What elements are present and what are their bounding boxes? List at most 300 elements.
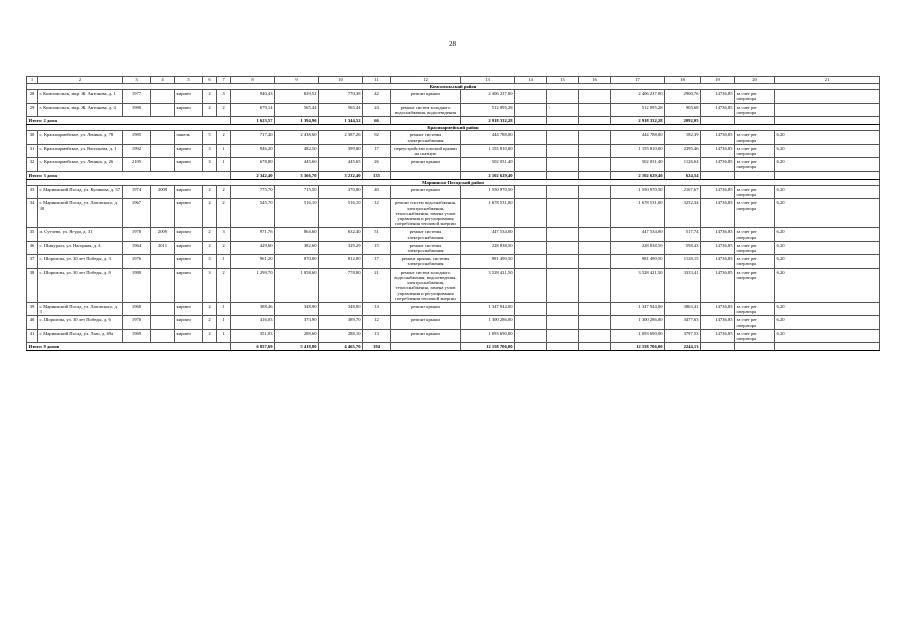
cell-c20: за счет рег оператора [735, 255, 775, 268]
cell-c19: 14736,85 [701, 241, 735, 254]
cell-n: 39 [27, 302, 38, 315]
cell-a2: 829,52 [275, 90, 319, 103]
total-cost: 2 102 629,40 [461, 171, 515, 179]
cell-mat: кирпич [175, 302, 203, 315]
cell-res: 40 [363, 186, 391, 199]
cell-y2 [151, 329, 175, 342]
cell-work: ремонт систем водоснабжения, электроснабжения, теплоснабжения, замена узлов управления и регулирования потребления тепловой энергии [391, 199, 461, 228]
cell-res: 21 [363, 268, 391, 302]
column-number: 21 [775, 77, 880, 84]
cell-c19: 14736,85 [701, 329, 735, 342]
cell-addr: с. Шинуралт, ул. Нагорная, д. 4 [38, 241, 123, 254]
cell-c19: 14736,85 [701, 302, 735, 315]
cell-c18: 3252,34 [665, 199, 701, 228]
cell-c20: за счет рег оператора [735, 316, 775, 329]
cell-a3: 778,80 [319, 268, 363, 302]
cell-c17: 1 093 690,00 [611, 329, 665, 342]
cell-en: 1 [217, 302, 231, 315]
column-number: 11 [363, 77, 391, 84]
cell-fl: 2 [203, 241, 217, 254]
cell-y2 [151, 268, 175, 302]
cell-c14 [515, 255, 547, 268]
cell-c21: 6,20 [775, 268, 880, 302]
cell-c17: 502 031,40 [611, 158, 665, 171]
cell-c18: 2900,76 [665, 90, 701, 103]
cell-res: 24 [363, 103, 391, 116]
cell-a3: 565,44 [319, 103, 363, 116]
total-c15 [547, 171, 579, 179]
cell-a1: 717,40 [231, 131, 275, 144]
cell-c14 [515, 131, 547, 144]
column-number: 1 [27, 77, 38, 84]
cell-c17: 447 534,00 [611, 228, 665, 241]
total-work [391, 117, 461, 125]
cell-work: ремонт систем холодного водоснабжения, водоотведения [391, 103, 461, 116]
total-area-3: 4 465,70 [319, 343, 363, 351]
cell-c17: 1 300 286,00 [611, 316, 665, 329]
total-work [391, 343, 461, 351]
cell-y2 [151, 255, 175, 268]
table-row [27, 90, 880, 103]
cell-a2: 565,44 [275, 103, 319, 116]
cell-work: ремонт систем холодного водоснабжения, водоотведения, электроснабжения, теплоснабжения, замена узлов управления и регулирования потребления тепловой энергии [391, 268, 461, 302]
cell-cost: 444 788,00 [461, 131, 515, 144]
cell-c18: 1126,64 [665, 158, 701, 171]
cell-cost: 1 550 970,50 [461, 186, 515, 199]
cell-a2: 864,60 [275, 228, 319, 241]
cell-cost: 1 300 286,00 [461, 316, 515, 329]
total-row [27, 171, 880, 179]
cell-a2: 373,90 [275, 316, 319, 329]
cell-c21: 6,20 [775, 144, 880, 157]
cell-mat: кирпич [175, 329, 203, 342]
cell-c14 [515, 103, 547, 116]
cell-a2: 445,60 [275, 158, 319, 171]
column-number: 9 [275, 77, 319, 84]
cell-c19: 14736,85 [701, 268, 735, 302]
cell-en: 1 [217, 158, 231, 171]
cell-y1: 1967 [123, 199, 151, 228]
cell-c18: 3863,41 [665, 302, 701, 315]
cell-c18: 3477,63 [665, 316, 701, 329]
cell-y2 [151, 144, 175, 157]
column-number: 10 [319, 77, 363, 84]
cell-c14 [515, 199, 547, 228]
total-cost: 2 918 332,28 [461, 117, 515, 125]
cell-en: 2 [217, 268, 231, 302]
cell-a3: 389,70 [319, 316, 363, 329]
cell-en: 1 [217, 316, 231, 329]
total-c20 [735, 117, 775, 125]
cell-n: 37 [27, 255, 38, 268]
cell-c15 [547, 329, 579, 342]
cell-c15 [547, 241, 579, 254]
cell-n: 29 [27, 103, 38, 116]
cell-mat: кирпич [175, 255, 203, 268]
cell-c14 [515, 268, 547, 302]
cell-res: 12 [363, 199, 391, 228]
cell-res: 13 [363, 329, 391, 342]
cell-work: ремонт крыши [391, 329, 461, 342]
cell-c15 [547, 131, 579, 144]
cell-res: 15 [363, 241, 391, 254]
cell-mat: кирпич [175, 199, 203, 228]
cell-res: 92 [363, 131, 391, 144]
cell-y2: 2009 [151, 186, 175, 199]
cell-c14 [515, 144, 547, 157]
cell-c16 [579, 241, 611, 254]
cell-mat: кирпич [175, 144, 203, 157]
cell-c16 [579, 90, 611, 103]
total-c19 [701, 117, 735, 125]
total-cost-per-m2: 2092,05 [665, 117, 701, 125]
cell-addr: с. Красноармейское, ул. Васильева, д. 1 [38, 144, 123, 157]
cell-c19: 14736,85 [701, 158, 735, 171]
cell-c21: 6,20 [775, 199, 880, 228]
district-name: Мариинско-Посадский район [27, 179, 880, 185]
cell-en: 1 [217, 329, 231, 342]
cell-fl: 2 [203, 228, 217, 241]
cell-c16 [579, 158, 611, 171]
cell-addr: г. Комсомольск, мкр. Ж. Антонова, д. 4 [38, 103, 123, 116]
cell-c21 [775, 103, 880, 116]
cell-c18: 598,43 [665, 241, 701, 254]
cell-work: ремонт крыши [391, 158, 461, 171]
total-cost-per-m2: 2244,13 [665, 343, 701, 351]
cell-y2: 2011 [151, 241, 175, 254]
table-row [27, 158, 880, 171]
cell-a1: 940,43 [231, 90, 275, 103]
cell-c15 [547, 302, 579, 315]
cell-en: 3 [217, 228, 231, 241]
cell-fl: 2 [203, 329, 217, 342]
cell-c21: 6,20 [775, 316, 880, 329]
cell-en: 2 [217, 131, 231, 144]
cell-work: ремонт системы электроснабжения [391, 228, 461, 241]
cell-c20: за счет рег оператора [735, 199, 775, 228]
cell-mat: кирпич [175, 186, 203, 199]
total-c14 [515, 171, 547, 179]
total-cost-17: 2 102 629,40 [611, 171, 665, 179]
cell-c17: 512 095,28 [611, 103, 665, 116]
cell-c21: 6,20 [775, 228, 880, 241]
cell-y1: 1992 [123, 144, 151, 157]
column-number: 5 [175, 77, 203, 84]
cell-c20: за счет рег оператора [735, 158, 775, 171]
total-area-2: 3 366,70 [275, 171, 319, 179]
cell-c15 [547, 144, 579, 157]
cell-a3: 445,65 [319, 158, 363, 171]
cell-fl: 3 [203, 268, 217, 302]
cell-n: 32 [27, 158, 38, 171]
column-number: 8 [231, 77, 275, 84]
cell-y2 [151, 103, 175, 116]
cell-c21 [775, 90, 880, 103]
cell-c15 [547, 228, 579, 241]
cell-c15: \ [547, 103, 579, 116]
cell-res: 14 [363, 302, 391, 315]
total-c19 [701, 343, 735, 351]
cell-y1: 1978 [123, 228, 151, 241]
cell-c20: за счет рег оператора [735, 302, 775, 315]
cell-c19: 14736,85 [701, 228, 735, 241]
cell-fl: 3 [203, 158, 217, 171]
cell-en: 2 [217, 241, 231, 254]
cell-n: 41 [27, 329, 38, 342]
cell-work: ремонт крыши [391, 90, 461, 103]
cell-y2 [151, 158, 175, 171]
cell-c17: 2 406 237,00 [611, 90, 665, 103]
cell-addr: г. Мариинский Посад, ул. Лазо, д. 69а [38, 329, 123, 342]
cell-a2: 288,60 [275, 329, 319, 342]
cell-c19: 14736,85 [701, 199, 735, 228]
cell-fl: 2 [203, 90, 217, 103]
district-name: Комсомольский район [27, 84, 880, 90]
cell-cost: 447 534,00 [461, 228, 515, 241]
cell-cost: 502 031,40 [461, 158, 515, 171]
column-number: 15 [547, 77, 579, 84]
cell-c20: за счет рег оператора [735, 268, 775, 302]
cell-work: ремонт крыши, системы электроснабжения [391, 255, 461, 268]
cell-cost: 1 347 944,00 [461, 302, 515, 315]
cell-mat: кирпич [175, 268, 203, 302]
cell-c16 [579, 186, 611, 199]
cell-fl: 2 [203, 199, 217, 228]
cell-a1: 416,03 [231, 316, 275, 329]
total-cost: 12 158 706,00 [461, 343, 515, 351]
cell-addr: с. Шоршелы, ул. 30 лет Победы, д. 3 [38, 255, 123, 268]
total-area-3: 1 344,52 [319, 117, 363, 125]
cell-a1: 678,80 [231, 158, 275, 171]
cell-n: 30 [27, 131, 38, 144]
cell-y1: 1985 [123, 131, 151, 144]
cell-c20: за счет рег оператора [735, 228, 775, 241]
cell-a1: 351,03 [231, 329, 275, 342]
cell-n: 38 [27, 268, 38, 302]
cell-cost: 1 678 531,00 [461, 199, 515, 228]
total-area-1: 2 342,40 [231, 171, 275, 179]
cell-y1: 1980 [123, 103, 151, 116]
cell-en: 2 [217, 103, 231, 116]
cell-a1: 775,70 [231, 186, 275, 199]
cell-addr: п. Сутчево, ул. Ягура, д. 31 [38, 228, 123, 241]
cell-cost: 2 406 237,00 [461, 90, 515, 103]
total-c16 [579, 343, 611, 351]
cell-y1: 1968 [123, 302, 151, 315]
cell-c19: 14736,85 [701, 103, 735, 116]
cell-mat: кирпич [175, 90, 203, 103]
table-row [27, 241, 880, 254]
cell-res: 26 [363, 158, 391, 171]
cell-res: 12 [363, 316, 391, 329]
cell-a2: 1 058,60 [275, 268, 319, 302]
cell-c16 [579, 144, 611, 157]
total-row [27, 343, 880, 351]
cell-c21: 6,20 [775, 131, 880, 144]
cell-c18: 1128,15 [665, 255, 701, 268]
total-area-2: 5 418,80 [275, 343, 319, 351]
cell-c19: 14736,85 [701, 186, 735, 199]
cell-c16 [579, 131, 611, 144]
cell-y1: 1969 [123, 329, 151, 342]
cell-mat: панель [175, 131, 203, 144]
cell-c18: 3333,41 [665, 268, 701, 302]
cell-addr: г. Мариинский Посад, ул. Куликова, д. 37 [38, 186, 123, 199]
table-row [27, 186, 880, 199]
cell-c15 [547, 90, 579, 103]
cell-a3: 2 387,26 [319, 131, 363, 144]
column-number: 4 [151, 77, 175, 84]
cell-c15 [547, 316, 579, 329]
cell-cost: 228 838,50 [461, 241, 515, 254]
cell-a2: 870,00 [275, 255, 319, 268]
cell-fl: 2 [203, 186, 217, 199]
cell-c15 [547, 255, 579, 268]
cell-work: ремонт крыши [391, 186, 461, 199]
cell-addr: с. Шоршелы, ул. 30 лет Победы, д. 6 [38, 316, 123, 329]
total-c14 [515, 117, 547, 125]
table-row [27, 268, 880, 302]
table-row [27, 329, 880, 342]
total-c20 [735, 343, 775, 351]
cell-c20: за счет рег оператора [735, 186, 775, 199]
cell-n: 33 [27, 186, 38, 199]
cell-a3: 516,10 [319, 199, 363, 228]
cell-c17: 3 528 421,50 [611, 268, 665, 302]
cell-a1: 545,70 [231, 199, 275, 228]
cell-c16 [579, 103, 611, 116]
total-label: Итого: 9 домов [27, 343, 231, 351]
cell-c17: 1 347 944,00 [611, 302, 665, 315]
cell-c20: за счет рег оператора [735, 103, 775, 116]
table-row [27, 144, 880, 157]
cell-a1: 961,20 [231, 255, 275, 268]
cell-c14 [515, 158, 547, 171]
cell-a1: 1 299,70 [231, 268, 275, 302]
cell-work: ремонт крыши [391, 316, 461, 329]
total-c15 [547, 117, 579, 125]
cell-y1: 2105 [123, 158, 151, 171]
cell-a2: 482,50 [275, 144, 319, 157]
column-number: 7 [217, 77, 231, 84]
cell-c15 [547, 268, 579, 302]
cell-addr: с. Шоршелы, ул. 30 лет Победы, д. 8 [38, 268, 123, 302]
cell-y1: 1980 [123, 268, 151, 302]
cell-a2: 348,90 [275, 302, 319, 315]
cell-c20: за счет рег оператора [735, 329, 775, 342]
cell-a1: 388,46 [231, 302, 275, 315]
total-c16 [579, 171, 611, 179]
cell-fl: 3 [203, 255, 217, 268]
cell-a3: 812,00 [319, 255, 363, 268]
total-residents: 66 [363, 117, 391, 125]
cell-c19: 14736,85 [701, 316, 735, 329]
column-number: 6 [203, 77, 217, 84]
cell-c18: 517,74 [665, 228, 701, 241]
table-row [27, 316, 880, 329]
cell-y1: 1964 [123, 241, 151, 254]
column-number: 20 [735, 77, 775, 84]
cell-a2: 2 438,60 [275, 131, 319, 144]
cell-fl: 5 [203, 131, 217, 144]
total-c16 [579, 117, 611, 125]
cell-y2 [151, 316, 175, 329]
cell-c18: 905,68 [665, 103, 701, 116]
cell-c17: 228 838,50 [611, 241, 665, 254]
cell-cost: 512 095,28 [461, 103, 515, 116]
cell-a3: 329,29 [319, 241, 363, 254]
table-row [27, 199, 880, 228]
cell-a3: 632,40 [319, 228, 363, 241]
cell-c14 [515, 228, 547, 241]
cell-c16 [579, 255, 611, 268]
total-c20 [735, 171, 775, 179]
cell-res: 17 [363, 144, 391, 157]
cell-mat: кирпич [175, 316, 203, 329]
cell-addr: г. Мариинский Посад, ул. Лазовского, д. 3 [38, 302, 123, 315]
cell-a2: 382,60 [275, 241, 319, 254]
table-row [27, 255, 880, 268]
total-residents: 135 [363, 171, 391, 179]
cell-a2: 516,10 [275, 199, 319, 228]
total-area-3: 3 232,40 [319, 171, 363, 179]
total-area-1: 1 623,57 [231, 117, 275, 125]
cell-c20: за счет рег оператора [735, 241, 775, 254]
cell-addr: г. Мариинский Посад, ул. Лазовского, д. 30 [38, 199, 123, 228]
cell-c17: 981 490,50 [611, 255, 665, 268]
table-row [27, 228, 880, 241]
column-number: 18 [665, 77, 701, 84]
cell-a2: 715,50 [275, 186, 319, 199]
column-number: 19 [701, 77, 735, 84]
cell-y2: 2009 [151, 228, 175, 241]
cell-c14 [515, 302, 547, 315]
total-area-1: 6 057,69 [231, 343, 275, 351]
total-label: Итого: 2 дома [27, 117, 231, 125]
total-area-2: 1 394,96 [275, 117, 319, 125]
cell-c19: 14736,85 [701, 131, 735, 144]
cell-c19: 14736,85 [701, 144, 735, 157]
total-c14 [515, 343, 547, 351]
cell-n: 28 [27, 90, 38, 103]
total-label: Итого: 3 дома [27, 171, 231, 179]
total-c15 [547, 343, 579, 351]
total-c19 [701, 171, 735, 179]
cell-c20: за счет рег оператора [735, 90, 775, 103]
cell-en: 2 [217, 199, 231, 228]
cell-c14 [515, 90, 547, 103]
page-number: 28 [449, 40, 456, 48]
cell-fl: 2 [203, 302, 217, 315]
total-c21 [775, 117, 880, 125]
cell-cost: 1 093 690,00 [461, 329, 515, 342]
cell-addr: с. Красноармейское, ул. Ленина, д. 78 [38, 131, 123, 144]
cell-c14 [515, 316, 547, 329]
cell-addr: с. Красноармейское, ул. Ленина, д. 26 [38, 158, 123, 171]
cell-c14 [515, 186, 547, 199]
cell-c20: за счет рег оператора [735, 144, 775, 157]
total-residents: 194 [363, 343, 391, 351]
cell-mat: кирпич [175, 228, 203, 241]
cell-c17: 1 678 531,00 [611, 199, 665, 228]
cell-a1: 946,20 [231, 144, 275, 157]
cell-c16 [579, 199, 611, 228]
cell-en: 1 [217, 144, 231, 157]
cell-work: ремонт системы электроснабжения [391, 131, 461, 144]
repair-program-table [26, 76, 880, 351]
cell-c17: 1 550 970,50 [611, 186, 665, 199]
cell-res: 51 [363, 228, 391, 241]
